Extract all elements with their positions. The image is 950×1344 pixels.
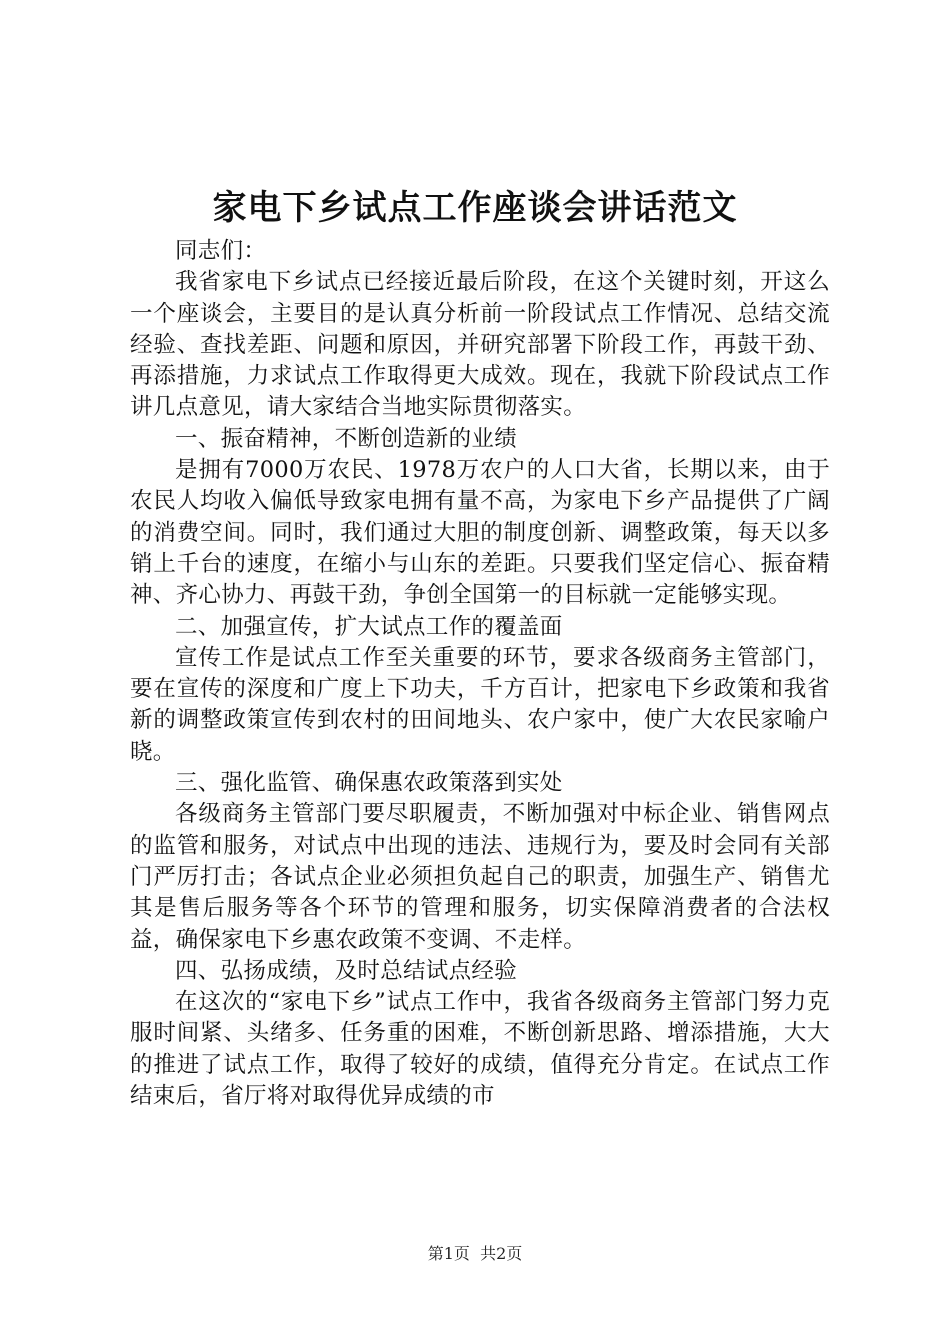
section-paragraph-1: 是拥有7000万农民、1978万农户的人口大省，长期以来，由于农民人均收入偏低导致家电拥有量不高，为家电下乡产品提供了广阔的消费空间。同时，我们通过大胆的制度创新、调整政策，每天以多销上千台的速度，在缩小与山东的差距。只要我们坚定信心、振奋精神、齐心协力、再鼓干劲，争创全国第一的目标就一定能够实现。 (130, 457, 830, 609)
section-paragraph-3: 各级商务主管部门要尽职履责，不断加强对中标企业、销售网点的监管和服务，对试点中出现的违法、违规行为，要及时会同有关部门严厉打击；各试点企业必须担负起自己的职责，加强生产、销售尤其是售后服务等各个环节的管理和服务，切实保障消费者的合法权益，确保家电下乡惠农政策不变调、不走样。 (130, 801, 830, 953)
page-footer (0, 1244, 950, 1264)
document-body (130, 236, 830, 1112)
section-heading-2: 二、加强宣传，扩大试点工作的覆盖面 (175, 613, 563, 640)
intro-paragraph: 我省家电下乡试点已经接近最后阶段，在这个关键时刻，开这么一个座谈会，主要目的是认真分析前一阶段试点工作情况、总结交流经验、查找差距、问题和原因，并研究部署下阶段工作，再鼓干劲、再添措施，力求试点工作取得更大成效。现在，我就下阶段试点工作讲几点意见，请大家结合当地实际贯彻落实。 (130, 269, 830, 421)
document-title: 家电下乡试点工作座谈会讲话范文 (212, 188, 738, 228)
section-heading-3: 三、强化监管、确保惠农政策落到实处 (175, 770, 563, 797)
section-paragraph-4: 在这次的“家电下乡”试点工作中，我省各级商务主管部门努力克服时间紧、头绪多、任务重的困难，不断创新思路、增添措施，大大的推进了试点工作，取得了较好的成绩，值得充分肯定。在试点工作结束后，省厅将对取得优异成绩的市 (130, 989, 830, 1110)
greeting-line: 同志们： (175, 238, 267, 264)
section-heading-4: 四、弘扬成绩，及时总结试点经验 (175, 957, 518, 984)
section-paragraph-2: 宣传工作是试点工作至关重要的环节，要求各级商务主管部门，要在宣传的深度和广度上下功夫，千方百计，把家电下乡政策和我省新的调整政策宣传到农村的田间地头、农户家中，使广大农民家喻户晓。 (130, 644, 830, 765)
section-heading-1: 一、振奋精神，不断创造新的业绩 (175, 425, 518, 452)
page-total: 共2页 (480, 1244, 523, 1263)
page-number: 第1页 (427, 1244, 470, 1263)
